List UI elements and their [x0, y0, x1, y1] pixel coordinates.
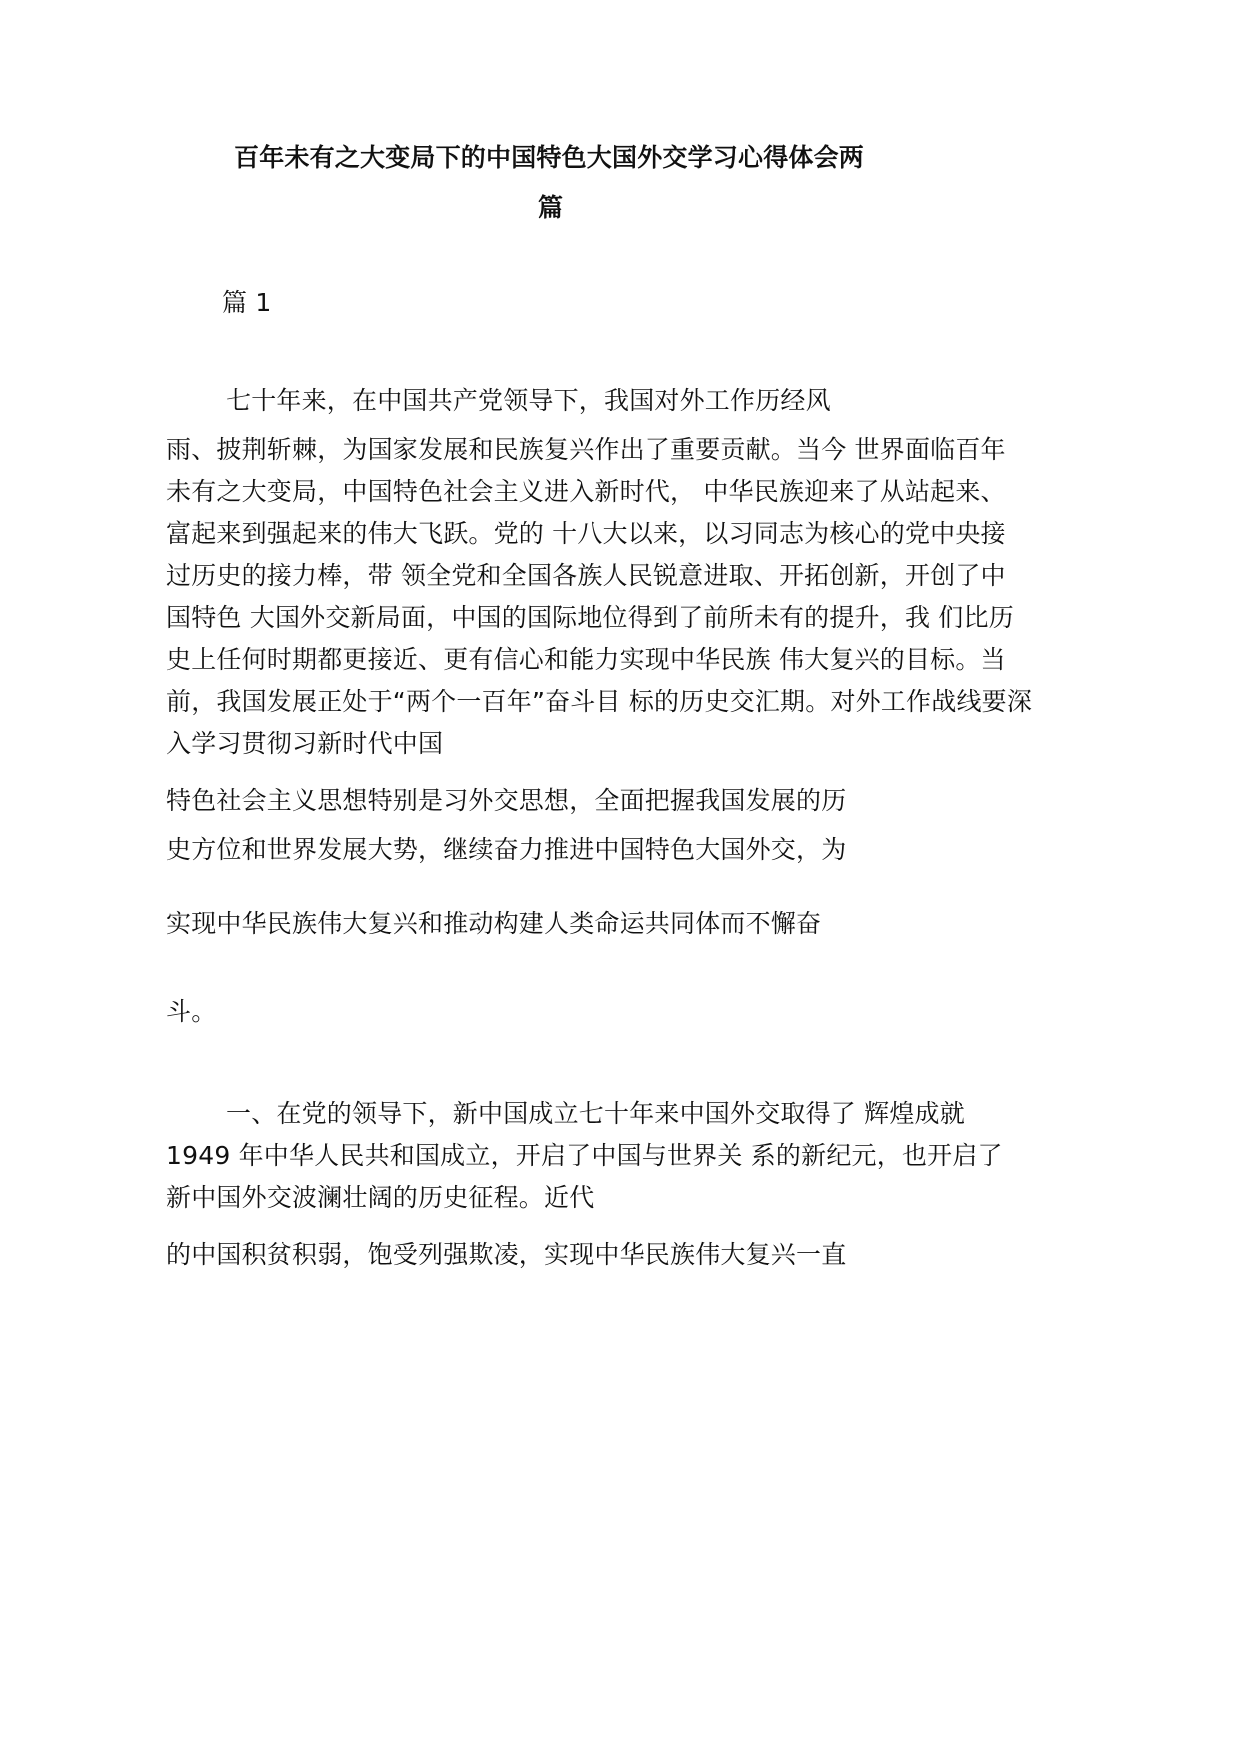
- paragraph-line: 未有之大变局，中国特色社会主义进入新时代， 中华民族迎来了从站起来、: [166, 477, 1006, 506]
- paragraph-line: 雨、披荆斩棘，为国家发展和民族复兴作出了重要贡献。当今 世界面临百年: [166, 435, 1006, 464]
- document-title-line-1: 百年未有之大变局下的中国特色大国外交学习心得体会两: [234, 143, 865, 172]
- paragraph-line: 史上任何时期都更接近、更有信心和能力实现中华民族 伟大复兴的目标。当: [166, 645, 1006, 674]
- paragraph-line: 一、在党的领导下，新中国成立七十年来中国外交取得了 辉煌成就: [226, 1099, 965, 1128]
- paragraph-line: 特色社会主义思想特别是习外交思想，全面把握我国发展的历: [166, 786, 847, 815]
- paragraph-line: 入学习贯彻习新时代中国: [166, 729, 444, 758]
- document-title-line-2: 篇: [538, 193, 564, 222]
- paragraph-line: 新中国外交波澜壮阔的历史征程。近代: [166, 1183, 595, 1212]
- paragraph-line: 富起来到强起来的伟大飞跃。党的 十八大以来，以习同志为核心的党中央接: [166, 519, 1006, 548]
- paragraph-line: 过历史的接力棒，带 领全党和全国各族人民锐意进取、开拓创新，开创了中: [166, 561, 1006, 590]
- section-label: 篇 1: [222, 288, 272, 317]
- paragraph-line: 的中国积贫积弱，饱受列强欺凌，实现中华民族伟大复兴一直: [166, 1240, 847, 1269]
- paragraph-line: 前，我国发展正处于“两个一百年”奋斗目 标的历史交汇期。对外工作战线要深: [166, 687, 1033, 716]
- paragraph-line: 七十年来，在中国共产党领导下，我国对外工作历经风: [226, 386, 831, 415]
- paragraph-line: 国特色 大国外交新局面，中国的国际地位得到了前所未有的提升，我 们比历: [166, 603, 1014, 632]
- paragraph-line: 1949 年中华人民共和国成立，开启了中国与世界关 系的新纪元，也开启了: [166, 1141, 1003, 1170]
- paragraph-line: 斗。: [166, 997, 217, 1026]
- paragraph-line: 史方位和世界发展大势，继续奋力推进中国特色大国外交，为: [166, 835, 847, 864]
- paragraph-line: 实现中华民族伟大复兴和推动构建人类命运共同体而不懈奋: [166, 909, 822, 938]
